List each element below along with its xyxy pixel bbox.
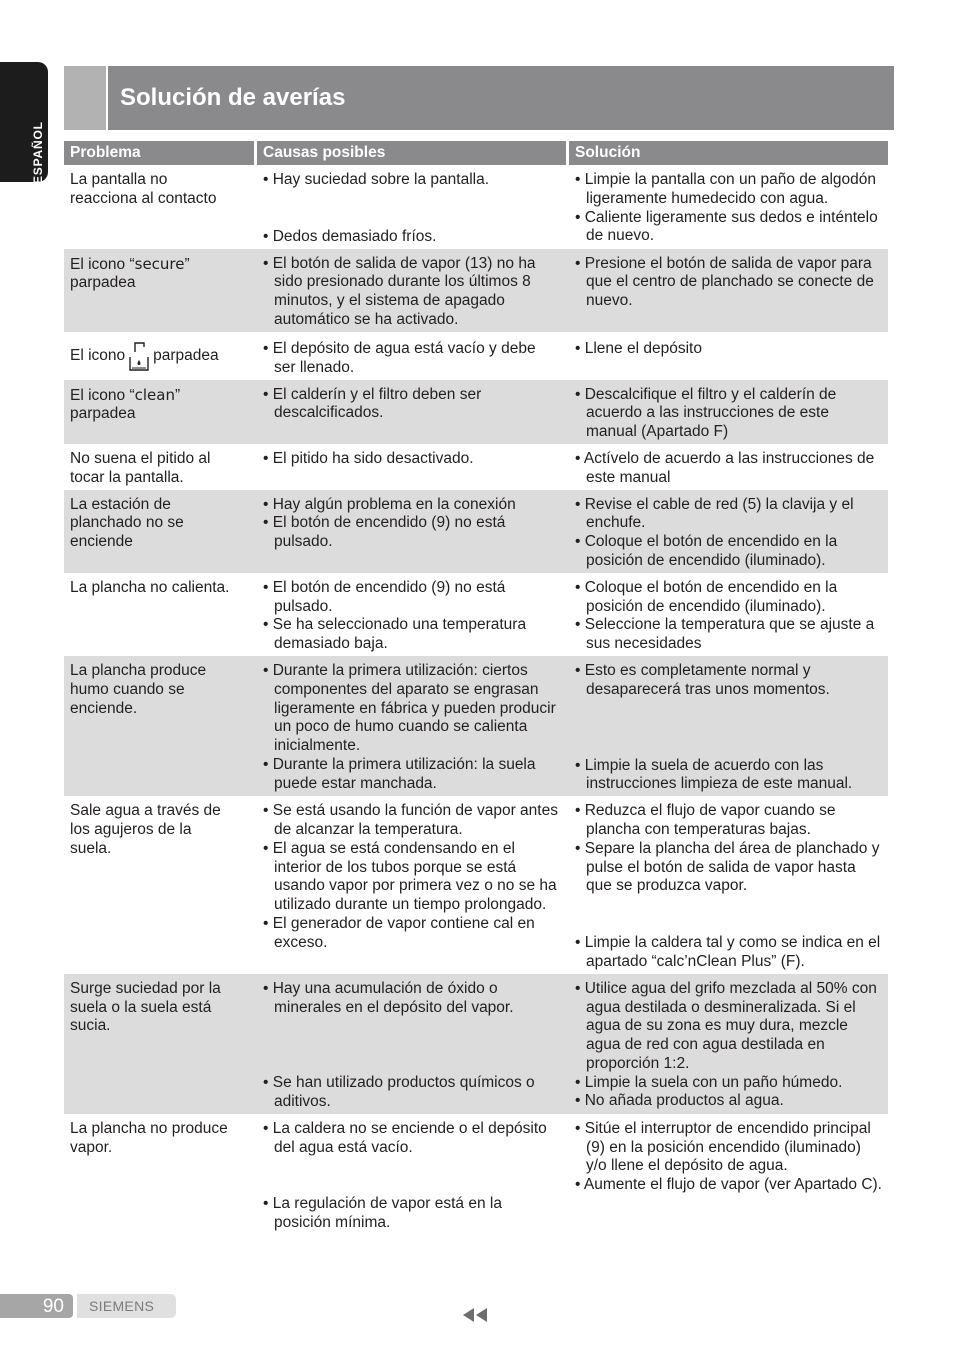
solutions-cell — [566, 490, 888, 573]
header-problem: Problema — [64, 141, 254, 165]
solution-item: • Utilice agua del grifo mezclada al 50% con agua destilada o desmineralizada. Si el agua de su zona es muy dura, mezcle agua de red con agua destilada en proporción 1:2. — [575, 979, 877, 1072]
solutions-cell — [566, 1114, 888, 1235]
solution-item: • Limpie la pantalla con un paño de algodón ligeramente humedecido con agua. — [575, 171, 877, 207]
clean-display-icon: clean — [134, 385, 175, 404]
solution-item: • Sitúe el interruptor de encendido principal (9) en la posición encendido (iluminado) y/o llene el depósito de agua. — [575, 1119, 871, 1175]
problem-cell: Sale agua a través de los agujeros de la suela. — [70, 802, 221, 857]
cause-item: • La caldera no se enciende o el depósito del agua está vacío. — [263, 1119, 547, 1156]
cause-item: • El agua se está condensando en el interior de los tubos porque se está usando vapor por primera vez o no se ha utilizado durante un tiempo prolongado. — [263, 839, 557, 914]
table-row — [64, 332, 888, 380]
table-header-row — [64, 141, 888, 165]
previous-page-icon[interactable] — [462, 1307, 490, 1328]
table-row — [64, 573, 888, 656]
table-row — [64, 380, 888, 444]
table-row — [64, 490, 888, 573]
solution-item: • Coloque el botón de encendido en la posición de encendido (iluminado). — [575, 533, 838, 569]
problem-cell: La pantalla no reacciona al contacto — [70, 171, 217, 207]
solution-item: • Descalcifique el filtro y el calderín de acuerdo a las instrucciones de este manual (Apartado F) — [575, 385, 837, 441]
solutions-cell — [566, 249, 888, 332]
table-row — [64, 1114, 888, 1235]
solution-item: • Coloque el botón de encendido en la posición de encendido (iluminado). — [575, 578, 838, 615]
solution-item: • Aumente el flujo de vapor (ver Apartado C). — [575, 1176, 882, 1194]
table-row — [64, 974, 888, 1114]
cause-item: • Se ha seleccionado una temperatura demasiado baja. — [263, 616, 527, 653]
solution-item: • Limpie la caldera tal y como se indica en el apartado “calc’nClean Plus” (F). — [575, 934, 881, 970]
cause-item: • Dedos demasiado fríos. — [263, 227, 437, 245]
problem-cell: No suena el pitido al tocar la pantalla. — [70, 449, 211, 486]
secure-display-icon: secure — [134, 254, 185, 273]
brand-name: SIEMENS — [89, 1298, 155, 1314]
cause-item: • Hay una acumulación de óxido o minerales en el depósito del vapor. — [263, 979, 514, 1016]
solutions-cell — [566, 573, 888, 656]
solution-item: • Actívelo de acuerdo a las instrucciones de este manual — [575, 449, 875, 486]
cause-item: • El calderín y el filtro deben ser descalcificados. — [263, 385, 482, 422]
solutions-cell — [566, 656, 888, 796]
cause-item: • El botón de salida de vapor (13) no ha sido presionado durante los últimos 8 minutos, y el sistema de apagado automático se ha activado. — [263, 254, 536, 328]
solution-item: • Presione el botón de salida de vapor para que el centro de planchado se conecte de nuevo. — [575, 254, 874, 310]
cause-item: • El botón de encendido (9) no está pulsado. — [263, 578, 506, 615]
causes-cell — [254, 1114, 566, 1235]
solution-item: • Llene el depósito — [575, 339, 702, 357]
problem-cell: La plancha produce humo cuando se enciende. — [64, 656, 254, 796]
table-row — [64, 656, 888, 796]
cause-item: • El botón de encendido (9) no está pulsado. — [263, 514, 506, 551]
cause-item: • El depósito de agua está vacío y debe ser llenado. — [263, 339, 536, 376]
causes-cell — [254, 332, 566, 380]
cause-item: • Hay algún problema en la conexión — [263, 495, 516, 513]
problem-cell: La estación de planchado no se enciende — [64, 490, 254, 573]
problem-cell: El icono parpadea — [64, 332, 254, 380]
cause-item: • Hay suciedad sobre la pantalla. — [263, 171, 490, 188]
header-causes: Causas posibles — [254, 141, 566, 165]
causes-cell — [254, 573, 566, 656]
problem-cell: La plancha no produce vapor. — [70, 1119, 228, 1156]
solution-item: • Revise el cable de red (5) la clavija y el enchufe. — [575, 495, 854, 532]
solution-item: • Esto es completamente normal y desaparecerá tras unos momentos. — [575, 661, 830, 698]
cause-item: • La regulación de vapor está en la posición mínima. — [263, 1195, 502, 1232]
cause-item: • Durante la primera utilización: ciertos componentes del aparato se engrasan ligeramente en fábrica y pueden producir un poco de humo cuando se calienta inicialmente. — [263, 661, 556, 755]
causes-cell — [254, 974, 566, 1114]
solutions-cell — [566, 380, 888, 444]
solutions-cell — [566, 444, 888, 490]
causes-cell — [254, 490, 566, 573]
header-solution: Solución — [566, 141, 888, 165]
solution-item: • Separe la plancha del área de planchado y pulse el botón de salida de vapor hasta que se produzca vapor. — [575, 839, 880, 895]
solution-item: • Limpie la suela de acuerdo con las instrucciones limpieza de este manual. — [575, 756, 853, 793]
causes-cell — [254, 249, 566, 332]
solution-item: • Caliente ligeramente sus dedos e inténtelo de nuevo. — [575, 208, 878, 245]
table-row — [64, 165, 888, 249]
problem-cell: El icono “secure” parpadea — [64, 249, 254, 332]
problem-cell: La plancha no calienta. — [70, 578, 230, 596]
table-row — [64, 796, 888, 974]
solutions-cell — [566, 165, 888, 249]
solutions-cell — [566, 332, 888, 380]
cause-item: • Se han utilizado productos químicos o aditivos. — [263, 1074, 535, 1111]
brand-badge — [77, 1294, 176, 1318]
solutions-cell — [566, 796, 888, 974]
causes-cell — [254, 656, 566, 796]
solution-item: • Seleccione la temperatura que se ajuste a sus necesidades — [575, 616, 875, 653]
causes-cell — [254, 796, 566, 974]
cause-item: • El pitido ha sido desactivado. — [263, 449, 474, 467]
causes-cell — [254, 380, 566, 444]
cause-item: • Se está usando la función de vapor antes de alcanzar la temperatura. — [263, 802, 558, 838]
section-header — [64, 66, 894, 130]
solution-item: • Limpie la suela con un paño húmedo. — [575, 1073, 843, 1091]
solutions-cell — [566, 974, 888, 1114]
language-label: ESPAÑOL — [31, 121, 45, 184]
page-title: Solución de averías — [120, 84, 346, 111]
page-number: 90 — [42, 1296, 64, 1317]
page-number-badge — [0, 1294, 73, 1318]
table-row — [64, 444, 888, 490]
troubleshooting-table — [64, 141, 888, 1235]
problem-cell: El icono “clean” parpadea — [64, 380, 254, 444]
solution-item: • Reduzca el flujo de vapor cuando se plancha con temperaturas bajas. — [575, 802, 836, 838]
cause-item: • Durante la primera utilización: la suela puede estar manchada. — [263, 755, 536, 792]
solution-item: • No añada productos al agua. — [575, 1092, 784, 1110]
causes-cell — [254, 444, 566, 490]
causes-cell — [254, 165, 566, 249]
table-row — [64, 249, 888, 332]
problem-cell: Surge suciedad por la suela o la suela está sucia. — [64, 974, 254, 1114]
language-tab — [0, 62, 48, 182]
water-tank-icon — [128, 340, 150, 378]
cause-item: • El generador de vapor contiene cal en exceso. — [263, 914, 535, 951]
